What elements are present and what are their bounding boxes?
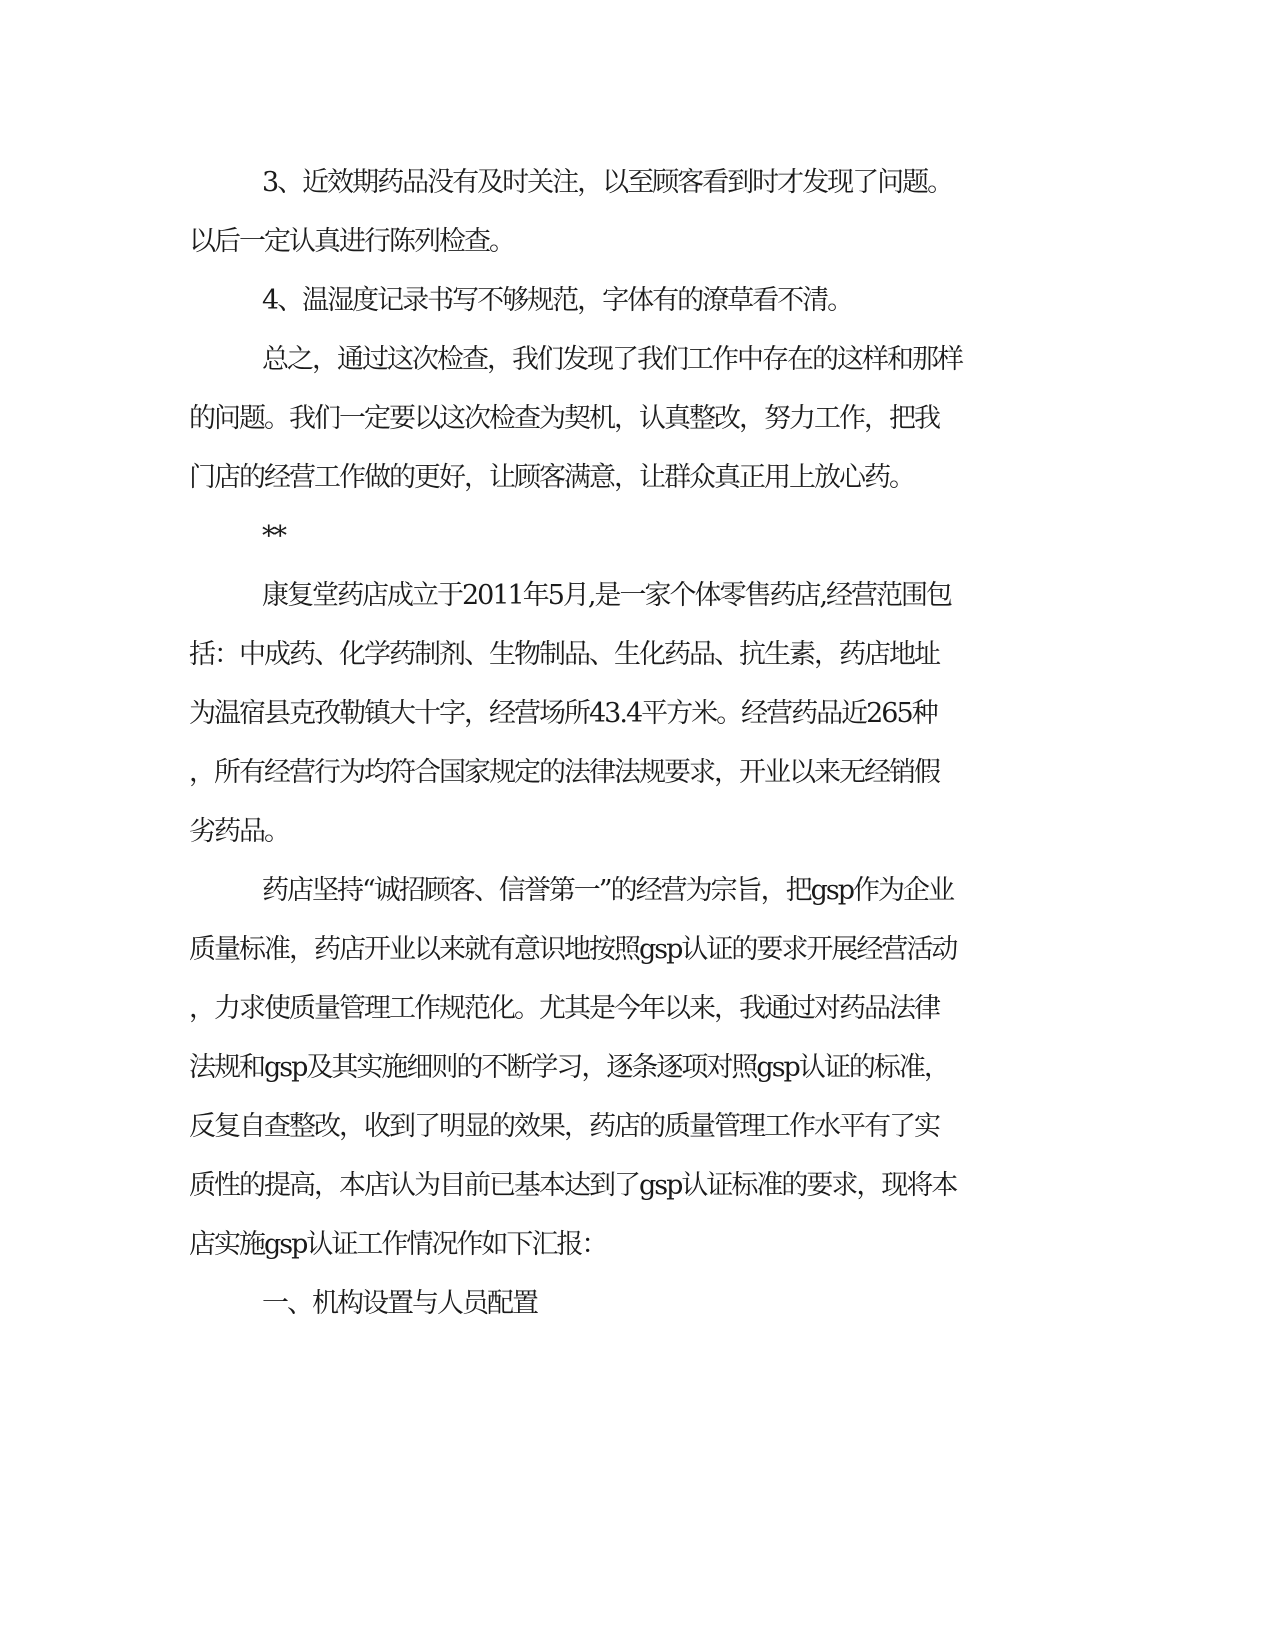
text-line: 康复堂药店成立于2011年5月,是一家个体零售药店,经营范围包 bbox=[262, 580, 952, 611]
text-line: 以后一定认真进行陈列检查。 bbox=[189, 226, 514, 257]
text-line: 门店的经营工作做的更好，让顾客满意，让群众真正用上放心药。 bbox=[189, 462, 914, 493]
text-line: 的问题。我们一定要以这次检查为契机，认真整改，努力工作，把我 bbox=[189, 403, 939, 434]
text-line: 质量标准，药店开业以来就有意识地按照gsp认证的要求开展经营活动 bbox=[189, 934, 957, 965]
text-line: 括：中成药、化学药制剂、生物制品、生化药品、抗生素，药店地址 bbox=[189, 639, 939, 670]
text-line: ** bbox=[262, 521, 285, 552]
text-line: 劣药品。 bbox=[189, 816, 289, 847]
text-line: ，力求使质量管理工作规范化。尤其是今年以来，我通过对药品法律 bbox=[189, 993, 939, 1024]
text-line: 4、温湿度记录书写不够规范，字体有的潦草看不清。 bbox=[262, 285, 853, 316]
text-line: 法规和gsp及其实施细则的不断学习，逐条逐项对照gsp认证的标准， bbox=[189, 1052, 949, 1083]
section-heading: 一、机构设置与人员配置 bbox=[262, 1288, 537, 1319]
text-line: 3、近效期药品没有及时关注，以至顾客看到时才发现了问题。 bbox=[262, 167, 953, 198]
text-line: ，所有经营行为均符合国家规定的法律法规要求，开业以来无经销假 bbox=[189, 757, 939, 788]
text-line: 总之，通过这次检查，我们发现了我们工作中存在的这样和那样 bbox=[262, 344, 962, 375]
text-line: 为温宿县克孜勒镇大十字，经营场所43.4平方米。经营药品近265种 bbox=[189, 698, 937, 729]
text-line: 店实施gsp认证工作情况作如下汇报： bbox=[189, 1229, 607, 1260]
text-line: 反复自查整改，收到了明显的效果，药店的质量管理工作水平有了实 bbox=[189, 1111, 939, 1142]
text-line: 质性的提高，本店认为目前已基本达到了gsp认证标准的要求，现将本 bbox=[189, 1170, 957, 1201]
text-line: 药店坚持“诚招顾客、信誉第一”的经营为宗旨，把gsp作为企业 bbox=[262, 875, 954, 906]
